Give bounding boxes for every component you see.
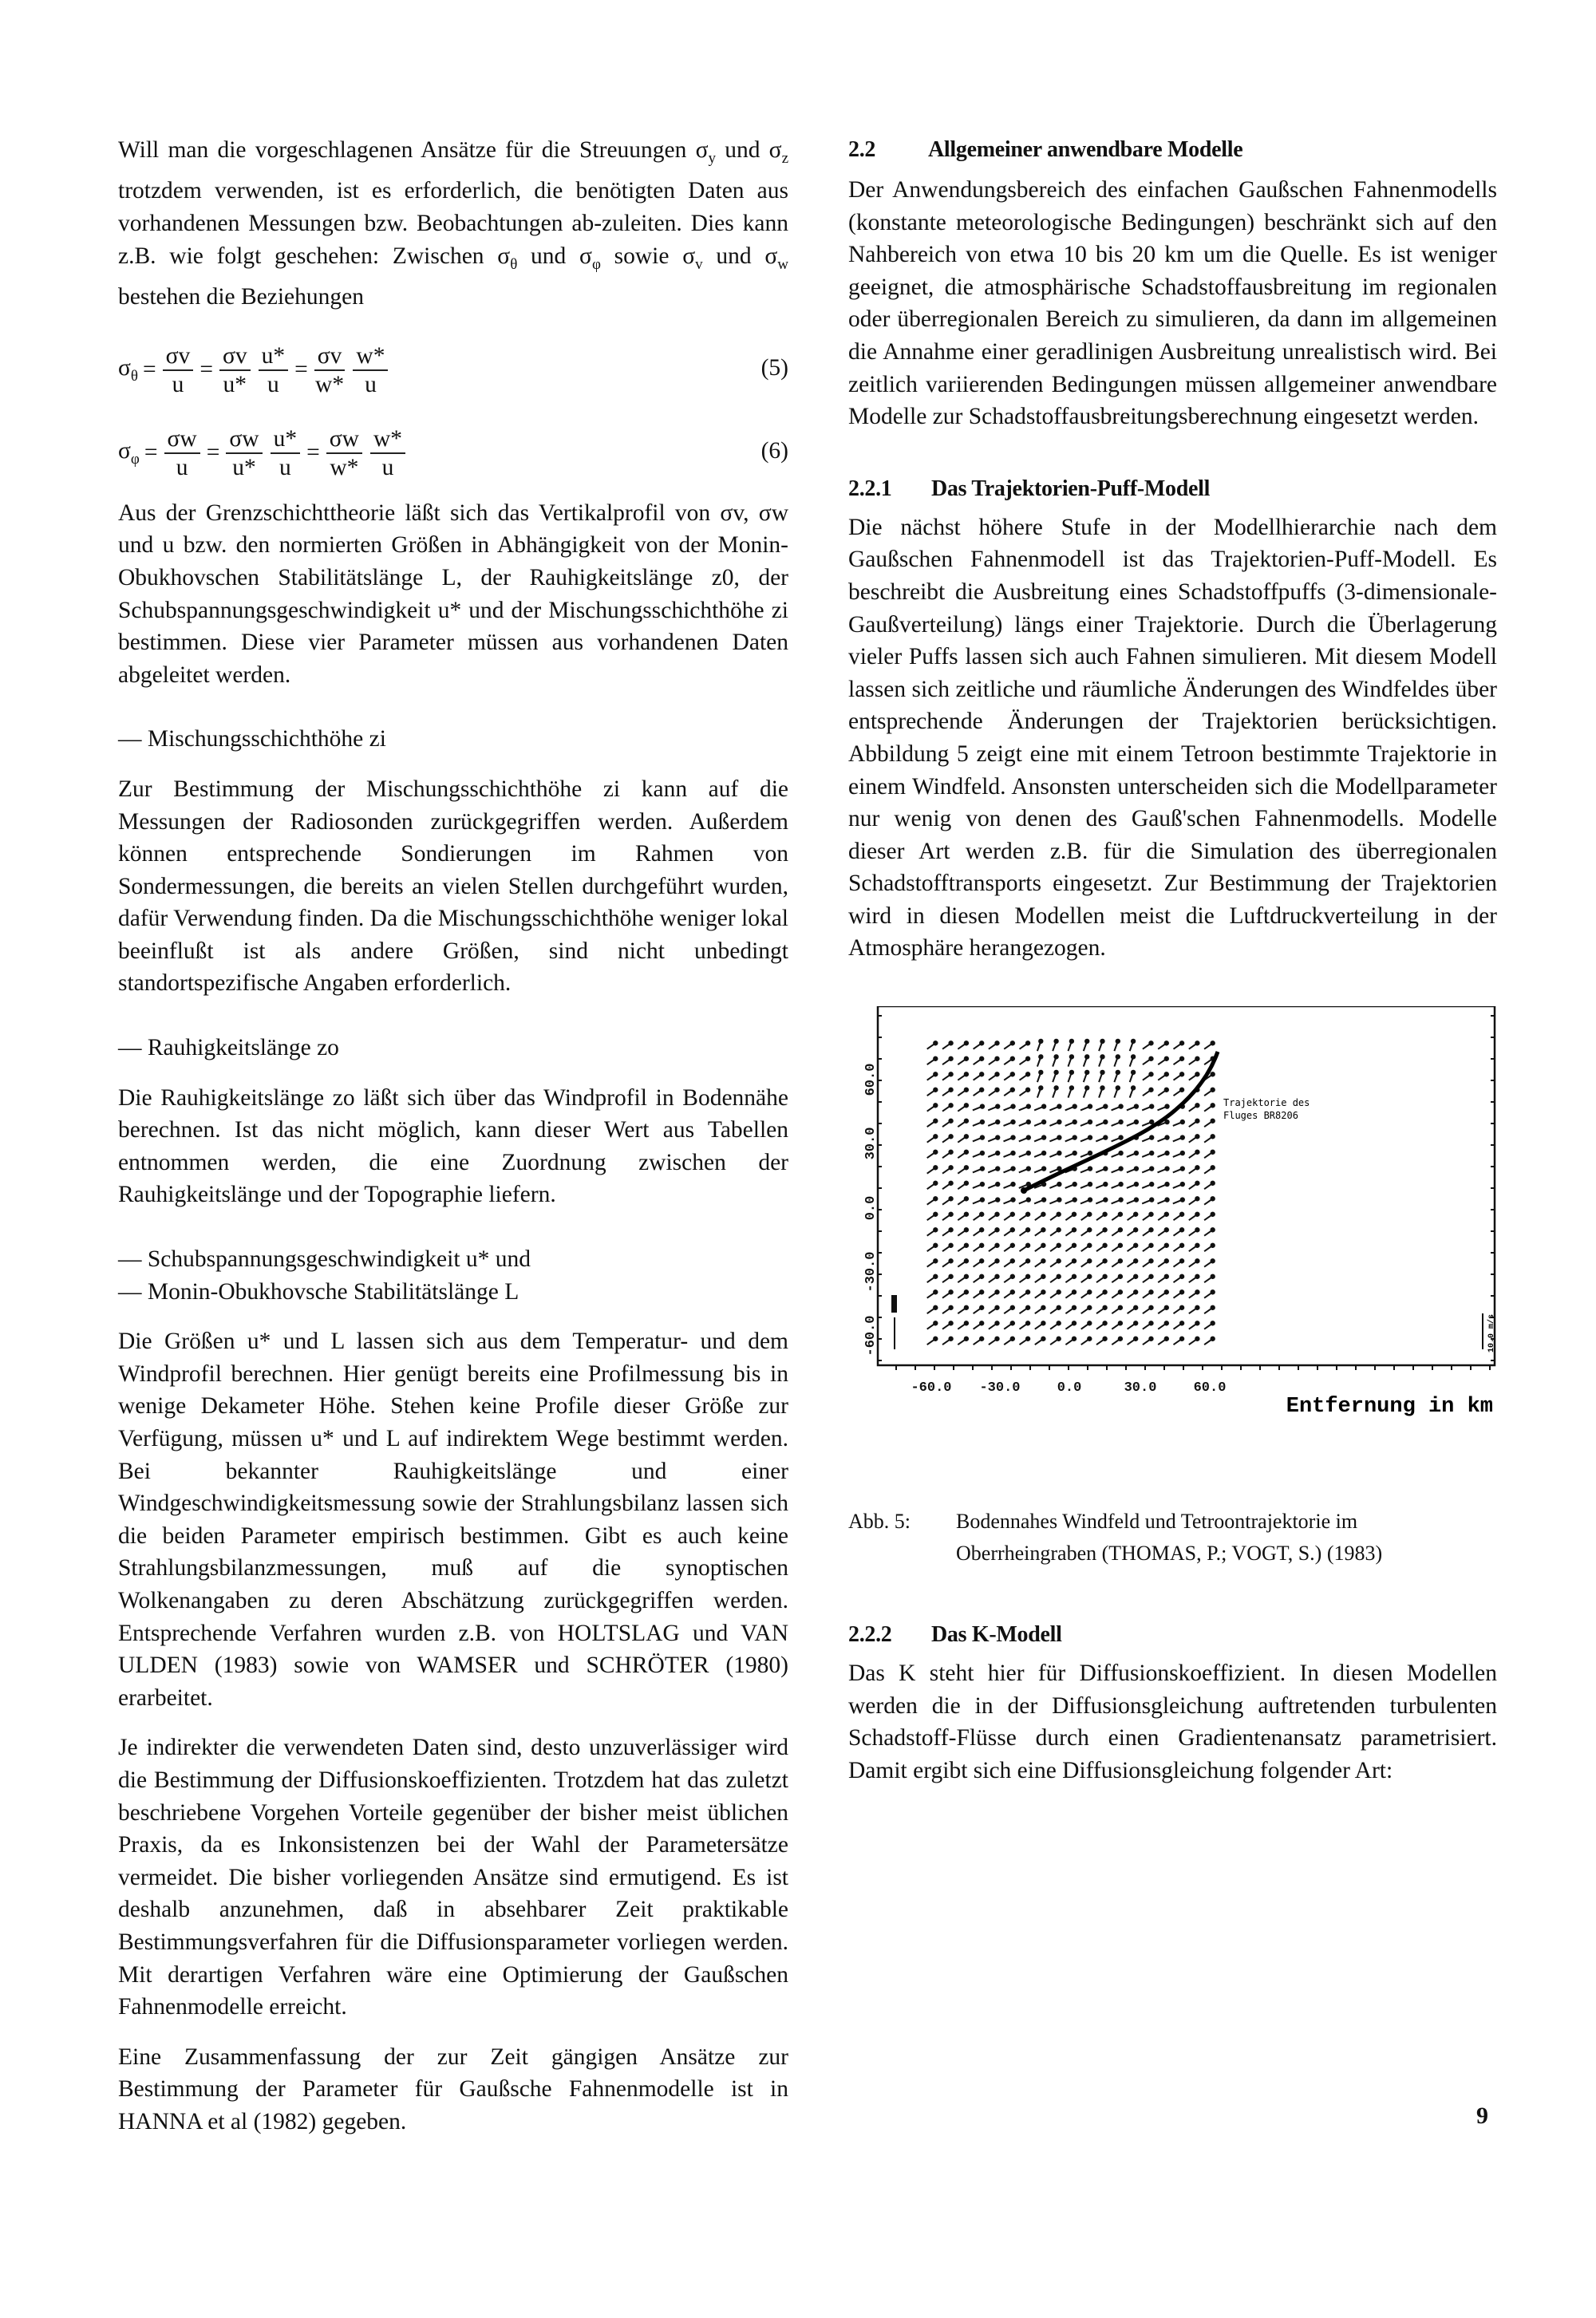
equation-6: $\sigma_\varphi$ = $\frac{\sigma w}{u}$ = $\frac{\sigma w}{u*}$ $\frac{u*}{u}$ = $\frac{\sigma w}{w*}$ $\frac{w*}{u}$ (6) [118, 425, 788, 480]
section-heading-2-2-1: 2.2.1 Das Trajektorien-Puff-Modell [848, 476, 1211, 501]
y-tick-30: 30.0 [863, 1127, 879, 1160]
y-tick-neg30: -30.0 [863, 1251, 879, 1293]
y-tick-60: 60.0 [863, 1063, 879, 1096]
list-item-schubspannung: — Schubspannungsgeschwindigkeit u* und [118, 1246, 531, 1273]
paragraph-2-2-2: Das K steht hier für Diffusionskoeffizient. In diesen Modellen werden die in der Diffusionsgleichung auftretenden turbulenten Schadstoff-Flüsse durch einen Gradientenansatz parametrisiert. Damit ergibt sich eine Diffusionsgleichung folgender Art: [848, 1661, 1497, 1783]
left-column [118, 134, 788, 2138]
equation-5: $\sigma_\theta$ = $\frac{\sigma v}{u}$ = $\frac{\sigma v}{u*}$ $\frac{u*}{u}$ = $\frac{\sigma v}{w*}$ $\frac{w*}{u}$ (5) [118, 342, 788, 397]
list-item-rauhigkeitslaenge: — Rauhigkeitslänge zo [118, 1035, 339, 1061]
trajectory-annotation-1: Trajektorie des [1223, 1097, 1310, 1109]
equation-number: (5) [760, 354, 788, 381]
page-number: 9 [1476, 2103, 1488, 2129]
y-tick-0: 0.0 [863, 1195, 879, 1221]
list-item-mischungsschichthoehe: — Mischungsschichthöhe zi [118, 726, 386, 752]
paragraph-groessen: Die Größen u* und L lassen sich aus dem Temperatur- und dem Windprofil berechnen. Hier genügt bereits eine Profilmessung bis in wenige Dekameter Höhe. Stehen keine Profile dieser Größe zur Verfügung, müssen u* und L auf indirektem Wege bestimmt werden. Bei bekannter Rauhigkeitslänge und einer Windgeschwindigkeitsmessung sowie der Strahlungsbilanz lassen sich die beiden Parameter empirisch bestimmen. Gibt es auch keine Strahlungsbilanzmessungen, muß auf die synoptischen Wolkenangaben zu deren Abschätzung zurückgegriffen werden. Entsprechende Verfahren wurden z.B. von HOLTSLAG und VAN ULDEN (1983) sowie von WAMSER und SCHRÖTER (1980) erarbeitet. [118, 1329, 788, 1711]
paragraph-rauhigkeit: Die Rauhigkeitslänge zo läßt sich über das Windprofil in Bodennähe berechnen. Ist das nicht möglich, kann dieser Wert aus Tabellen entnommen werden, die eine Zuordnung zwischen der Rauhigkeitslänge und der Topographie liefern. [118, 1084, 788, 1208]
x-tick-neg60: -60.0 [911, 1380, 952, 1396]
x-tick-neg30: -30.0 [979, 1380, 1021, 1396]
right-column [848, 134, 1497, 1787]
equation-number: (6) [760, 437, 788, 464]
paragraph-2-2-1: Die nächst höhere Stufe in der Modellhierarchie nach dem Gaußschen Fahnenmodell ist das Trajektorien-Puff-Modell. Es beschreibt die Ausbreitung eines Schadstoffpuffs (3-dimensionale-Gaußverteilung) längs einer Trajektorie. Durch die Überlagerung vieler Puffs lassen sich auch Fahnen simulieren. Mit diesem Modell lassen sich zeitliche und räumliche Änderungen des Windfeldes über entsprechende Änderungen der Trajektorien berücksichtigen. Abbildung 5 zeigt eine mit einem Tetroon bestimmte Trajektorie in einem Windfeld. Ansonsten unterscheiden sich die Modellparameter nur wenig von denen des Gauß'schen Fahnenmodells. Modelle dieser Art werden z.B. für die Simulation des überregionalen Schadstofftransports eingesetzt. Zur Bestimmung der Trajektorien wird in diesen Modellen meist die Luftdruckverteilung in der Atmosphäre herangezogen. [848, 514, 1497, 962]
paragraph-2-2: Der Anwendungsbereich des einfachen Gaußschen Fahnenmodells (konstante meteorologische Bedingungen) beschränkt sich auf den Nahbereich von etwa 10 bis 20 km um die Quelle. Es ist weniger geeignet, die atmosphärische Schadstoffausbreitung im regionalen oder überregionalen Bereich zu simulieren, da dann im allgemeinen die Annahme einer geradlinigen Ausbreitung unrealistisch wird. Bei zeitlich variierenden Bedingungen müssen allgemeiner anwendbare Modelle zur Schadstoffausbreitungsberechnung eingesetzt werden. [848, 177, 1497, 430]
list-item-monin-obukhov: — Monin-Obukhovsche Stabilitätslänge L [118, 1278, 519, 1305]
caption-label: Abb. 5: [848, 1510, 911, 1534]
paragraph-mischung: Zur Bestimmung der Mischungsschichthöhe zi kann auf die Messungen der Radiosonden zurückgegriffen werden. Außerdem können entsprechende Sondierungen im Rahmen von Sondermessungen, die bereits an vielen Stellen durchgeführt wurden, dafür Verwendung finden. Da die Mischungsschichthöhe weniger lokal beeinflußt ist als andere Größen, sind nicht unbedingt standortspezifische Angaben erforderlich. [118, 776, 788, 997]
trajectory-annotation-2: Fluges BR8206 [1223, 1110, 1298, 1122]
x-tick-60: 60.0 [1193, 1380, 1227, 1396]
y-tick-neg60: -60.0 [863, 1315, 879, 1356]
caption-text: Bodennahes Windfeld und Tetroontrajektorie im Oberrheingraben (THOMAS, P.; VOGT, S.) (1983) [956, 1510, 1383, 1566]
paragraph-indirekt: Je indirekter die verwendeten Daten sind, desto unzuverlässiger wird die Bestimmung der Diffusionskoeffizienten. Trotzdem hat das zuletzt beschriebene Vorgehen Vorteile gegenüber der bisher meist üblichen Praxis, da es Inkonsistenzen bei der Wahl der Parametersätze vermeidet. Die bisher vorliegenden Ansätze sind ermutigend. Es ist deshalb anzunehmen, daß in absehbarer Zeit praktikable Bestimmungsverfahren für die Diffusionsparameter vorliegen werden. Mit derartigen Verfahren wäre eine Optimierung der Gaußschen Fahnenmodelle erreicht. [118, 1735, 788, 2020]
section-heading-2-2-2: 2.2.2 Das K-Modell [848, 1622, 1062, 1648]
wind-field-figure [848, 1006, 1497, 1501]
x-axis-label: Entfernung in km [1286, 1395, 1493, 1420]
wind-vector-plot [848, 1006, 1497, 1501]
section-heading-2-2: 2.2 Allgemeiner anwendbare Modelle [848, 137, 1243, 162]
plot-frame [878, 1006, 1495, 1365]
figure-caption [848, 1506, 1497, 1570]
trajectory-line [1024, 1052, 1218, 1191]
x-tick-0: 0.0 [1057, 1380, 1082, 1396]
paragraph-zusammenfassung: Eine Zusammenfassung der zur Zeit gängigen Ansätze zur Bestimmung der Parameter für Gaußsche Fahnenmodelle ist in HANNA et al (1982) gegeben. [118, 2044, 788, 2134]
scale-label: 10.0 m/s [1487, 1314, 1496, 1353]
paragraph-grenzschicht: Aus der Grenzschichttheorie läßt sich das Vertikalprofil von σv, σw und u bzw. den normierten Größen in Abhängigkeit von der Monin-Obukhovschen Stabilitätslänge L, der Rauhigkeitslänge z0, der Schubspannungsgeschwindigkeit u* und der Mischungsschichthöhe zi bestimmen. Diese vier Parameter müssen aus vorhandenen Daten abgeleitet werden. [118, 500, 788, 688]
intro-paragraph: Will man die vorgeschlagenen Ansätze für die Streuungen $\sigma_y$ und $\sigma_z$ trotzdem verwenden, ist es erforderlich, die benötigten Daten aus vorhandenen Messungen bzw. Beobachtungen ab-zuleiten. Dies kann z.B. wie folgt geschehen: Zwischen $\sigma_\theta$ und $\sigma_\varphi$ sowie $\sigma_v$ und $\sigma_w$ bestehen die Beziehungen [118, 137, 788, 310]
x-tick-30: 30.0 [1124, 1380, 1157, 1396]
